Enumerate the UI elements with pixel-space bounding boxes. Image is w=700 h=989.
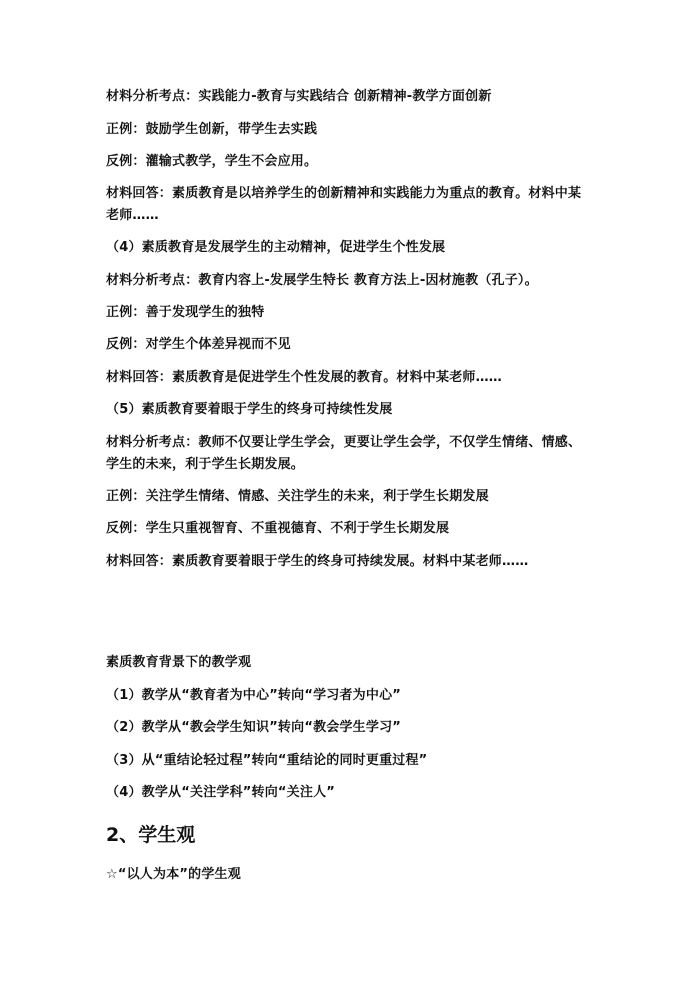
analysis-point-lifelong: 材料分析考点：教师不仅要让学生学会，更要让学生会学，不仅学生情绪、情感、学生的未来，利于学生长期发展。 [106,435,582,472]
point-5-heading: （5）素质教育要着眼于学生的终身可持续性发展 [106,402,393,417]
teaching-view-item: （3）从“重结论轻过程”转向“重结论的同时更重过程” [106,753,428,768]
teaching-view-item: （2）教学从“教会学生知识”转向“教会学生学习” [106,720,402,735]
point-4-heading: （4）素质教育是发展学生的主动精神，促进学生个性发展 [106,240,446,255]
student-view-subheading: ☆“以人为本”的学生观 [106,867,241,882]
material-answer: 材料回答：素质教育是以培养学生的创新精神和实践能力为重点的教育。材料中某老师…… [106,186,582,223]
teaching-view-item: （4）教学从“关注学科”转向“关注人” [106,785,336,800]
negative-example: 反例：对学生个体差异视而不见 [106,337,291,352]
analysis-point-innovation: 材料分析考点：实践能力-教育与实践结合 创新精神-教学方面创新 [106,89,492,104]
teaching-view-title: 素质教育背景下的教学观 [106,655,252,670]
negative-example: 反例：学生只重视智育、不重视德育、不利于学生长期发展 [106,521,450,536]
positive-example: 正例：关注学生情绪、情感、关注学生的未来，利于学生长期发展 [106,489,489,504]
positive-example: 正例：鼓励学生创新，带学生去实践 [106,122,318,137]
teaching-view-item: （1）教学从“教育者为中心”转向“学习者为中心” [106,688,402,703]
analysis-point-individuality: 材料分析考点：教育内容上-发展学生特长 教育方法上-因材施教（孔子）。 [106,273,538,288]
material-answer: 材料回答：素质教育是促进学生个性发展的教育。材料中某老师…… [106,370,503,385]
material-answer: 材料回答：素质教育要着眼于学生的终身可持续发展。材料中某老师…… [106,554,529,569]
student-view-heading: 2、学生观 [106,824,196,846]
positive-example: 正例：善于发现学生的独特 [106,305,265,320]
negative-example: 反例：灌输式教学，学生不会应用。 [106,154,318,169]
